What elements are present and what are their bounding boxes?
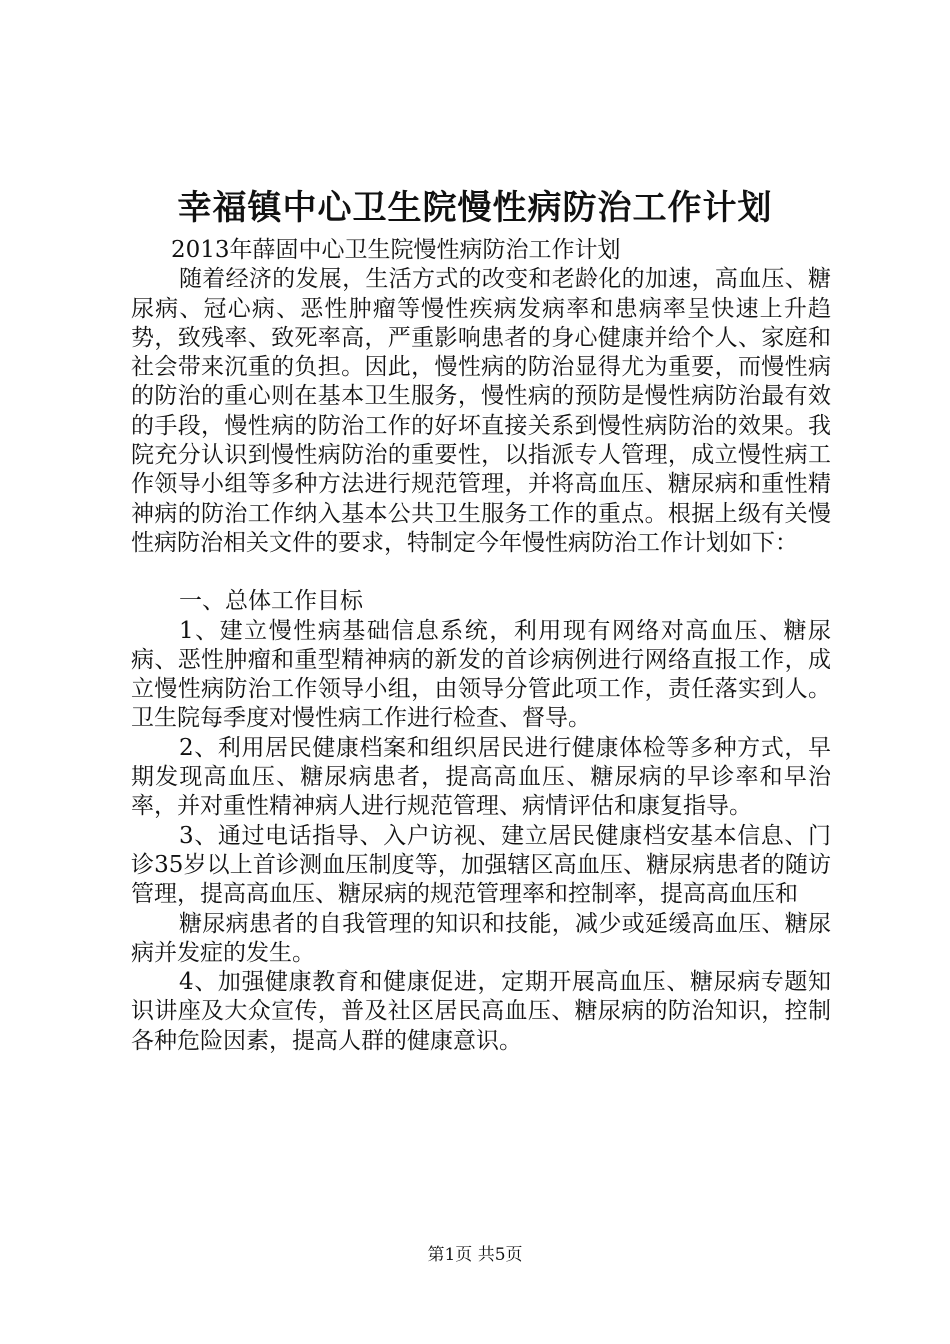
paragraph-item-3-continued: 糖尿病患者的自我管理的知识和技能，减少或延缓高血压、糖尿病并发症的发生。 bbox=[131, 910, 831, 966]
paragraph-item-1: 1、建立慢性病基础信息系统，利用现有网络对高血压、糖尿病、恶性肿瘤和重型精神病的新发的首诊病例进行网络直报工作，成立慢性病防治工作领导小组，由领导分管此项工作，责任落实到人。卫生院每季度对慢性病工作进行检查、督导。 bbox=[131, 617, 831, 732]
page-footer: 第1页 共5页 bbox=[427, 1245, 523, 1265]
document-title: 幸福镇中心卫生院慢性病防治工作计划 bbox=[177, 188, 773, 228]
paragraph-spacer bbox=[131, 558, 831, 587]
paragraph-subtitle: 2013年薛固中心卫生院慢性病防治工作计划 bbox=[171, 237, 621, 263]
paragraph-intro: 随着经济的发展，生活方式的改变和老龄化的加速，高血压、糖尿病、冠心病、恶性肿瘤等慢性疾病发病率和患病率呈快速上升趋势，致残率、致死率高，严重影响患者的身心健康并给个人、家庭和社会带来沉重的负担。因此，慢性病的防治显得尤为重要，而慢性病的防治的重心则在基本卫生服务，慢性病的预防是慢性病防治最有效的手段，慢性病的防治工作的好坏直接关系到慢性病防治的效果。我院充分认识到慢性病防治的重要性，以指派专人管理，成立慢性病工作领导小组等多种方法进行规范管理，并将高血压、糖尿病和重性精神病的防治工作纳入基本公共卫生服务工作的重点。根据上级有关慢性病防治相关文件的要求，特制定今年慢性病防治工作计划如下： bbox=[131, 266, 831, 556]
document-body bbox=[131, 236, 831, 1056]
paragraph-item-2: 2、利用居民健康档案和组织居民进行健康体检等多种方式，早期发现高血压、糖尿病患者，提高高血压、糖尿病的早诊率和早治率，并对重性精神病人进行规范管理、病情评估和康复指导。 bbox=[131, 734, 831, 820]
paragraph-item-4: 4、加强健康教育和健康促进，定期开展高血压、糖尿病专题知识讲座及大众宣传，普及社区居民高血压、糖尿病的防治知识，控制各种危险因素，提高人群的健康意识。 bbox=[131, 969, 831, 1054]
paragraph-item-3: 3、通过电话指导、入户访视、建立居民健康档安基本信息、门诊35岁以上首诊测血压制度等，加强辖区高血压、糖尿病患者的随访管理，提高高血压、糖尿病的规范管理率和控制率，提高高血压和 bbox=[131, 822, 831, 908]
section-heading: 一、总体工作目标 bbox=[179, 588, 363, 615]
